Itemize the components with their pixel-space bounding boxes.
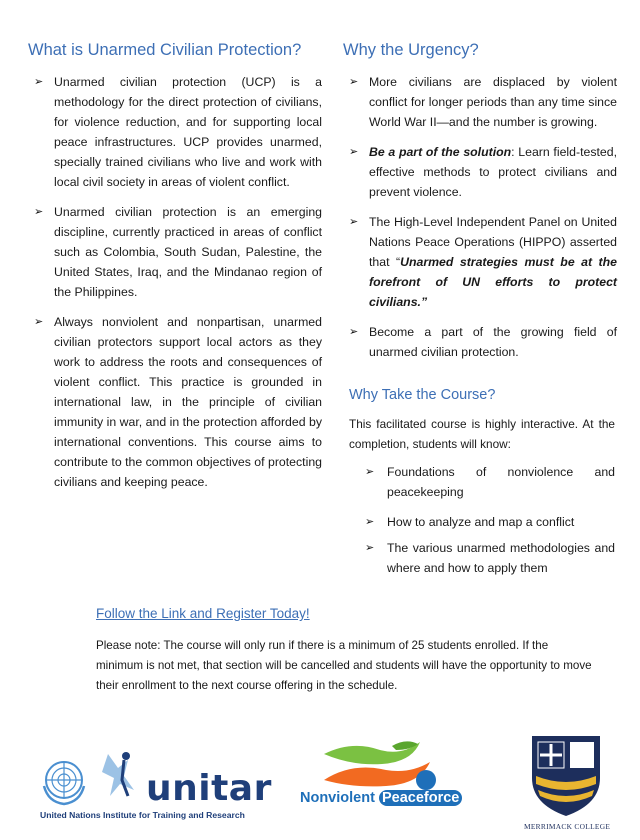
arrow-bullet-icon: ➢ xyxy=(34,76,44,88)
list-item: ➢ Become a part of the growing field of unarmed civilian protection. xyxy=(343,322,617,362)
ucp-bullet-list xyxy=(28,72,322,502)
arrow-bullet-icon: ➢ xyxy=(34,316,44,328)
merrimack-caption: MERRIMACK COLLEGE xyxy=(524,822,611,831)
heading-what-is-ucp: What is Unarmed Civilian Protection? xyxy=(28,41,302,59)
heading-why-take-course: Why Take the Course? xyxy=(349,387,496,403)
arrow-bullet-icon: ➢ xyxy=(365,466,375,478)
course-outcomes-list xyxy=(349,462,615,588)
unitar-caption: United Nations Institute for Training and Research xyxy=(40,810,245,820)
np-wordmark-nonviolent: Nonviolent xyxy=(300,790,379,806)
register-link[interactable]: Follow the Link and Register Today! xyxy=(96,606,310,621)
arrow-bullet-icon: ➢ xyxy=(349,76,359,88)
list-item: ➢ The High-Level Independent Panel on United Nations Peace Operations (HIPPO) asserted that “Unarmed strategies must be at the forefront of UN efforts to protect civilians.” xyxy=(343,212,617,312)
course-intro: This facilitated course is highly interactive. At the completion, students will know: xyxy=(349,417,615,451)
arrow-bullet-icon: ➢ xyxy=(34,206,44,218)
arrow-bullet-icon: ➢ xyxy=(349,146,359,158)
list-item: ➢ Foundations of nonviolence and peacekeeping xyxy=(349,462,615,502)
arrow-bullet-icon: ➢ xyxy=(349,326,359,338)
merrimack-college-logo xyxy=(524,734,610,834)
list-item: ➢ Unarmed civilian protection is an emerging discipline, currently practiced in areas of conflict such as Colombia, South Sudan, Palestine, the United States, Iraq, and the Mindanao region of the Philippines. xyxy=(28,202,322,302)
list-item: ➢ The various unarmed methodologies and where and how to apply them xyxy=(349,538,615,578)
list-item: ➢ More civilians are displaced by violent conflict for longer periods than any time since World War II—and the number is growing. xyxy=(343,72,617,132)
list-item: ➢ Unarmed civilian protection (UCP) is a methodology for the direct protection of civilians, for violence reduction, and for supporting local peace infrastructures. UCP provides unarmed, specially trained civilians who live and work with local civil society in areas of violent conflict. xyxy=(28,72,322,192)
merrimack-shield-icon xyxy=(530,734,602,818)
list-item: ➢ Always nonviolent and nonpartisan, unarmed civilian protectors support local actors as they work to address the roots and consequences of violent conflict. This practice is grounded in international law, in the principle of civilian immunity in war, and in the protection afforded by international conventions. This course aims to contribute to the common objectives of protecting civilians and keeping peace. xyxy=(28,312,322,492)
unitar-wordmark: unitar xyxy=(146,768,272,809)
list-item: ➢ How to analyze and map a conflict xyxy=(349,512,615,532)
urgency-bullet-list xyxy=(343,72,617,372)
list-item: ➢ Be a part of the solution: Learn field-tested, effective methods to protect civilians and prevent violence. xyxy=(343,142,617,202)
unitar-figure-icon xyxy=(98,746,144,806)
heading-why-urgency: Why the Urgency? xyxy=(343,41,479,59)
arrow-bullet-icon: ➢ xyxy=(365,542,375,554)
nonviolent-peaceforce-logo xyxy=(300,740,480,820)
arrow-bullet-icon: ➢ xyxy=(365,516,375,528)
arrow-bullet-icon: ➢ xyxy=(349,216,359,228)
peace-dove-icon xyxy=(322,740,442,792)
enrollment-note: Please note: The course will only run if there is a minimum of 25 students enrolled. If the minimum is not met, that section will be cancelled and students will have the opportunity to move their enrollment to the next course offering in the schedule. xyxy=(96,639,592,692)
un-emblem-icon xyxy=(38,756,90,808)
unitar-logo xyxy=(36,746,286,826)
np-wordmark-peaceforce: Peaceforce xyxy=(379,790,462,806)
